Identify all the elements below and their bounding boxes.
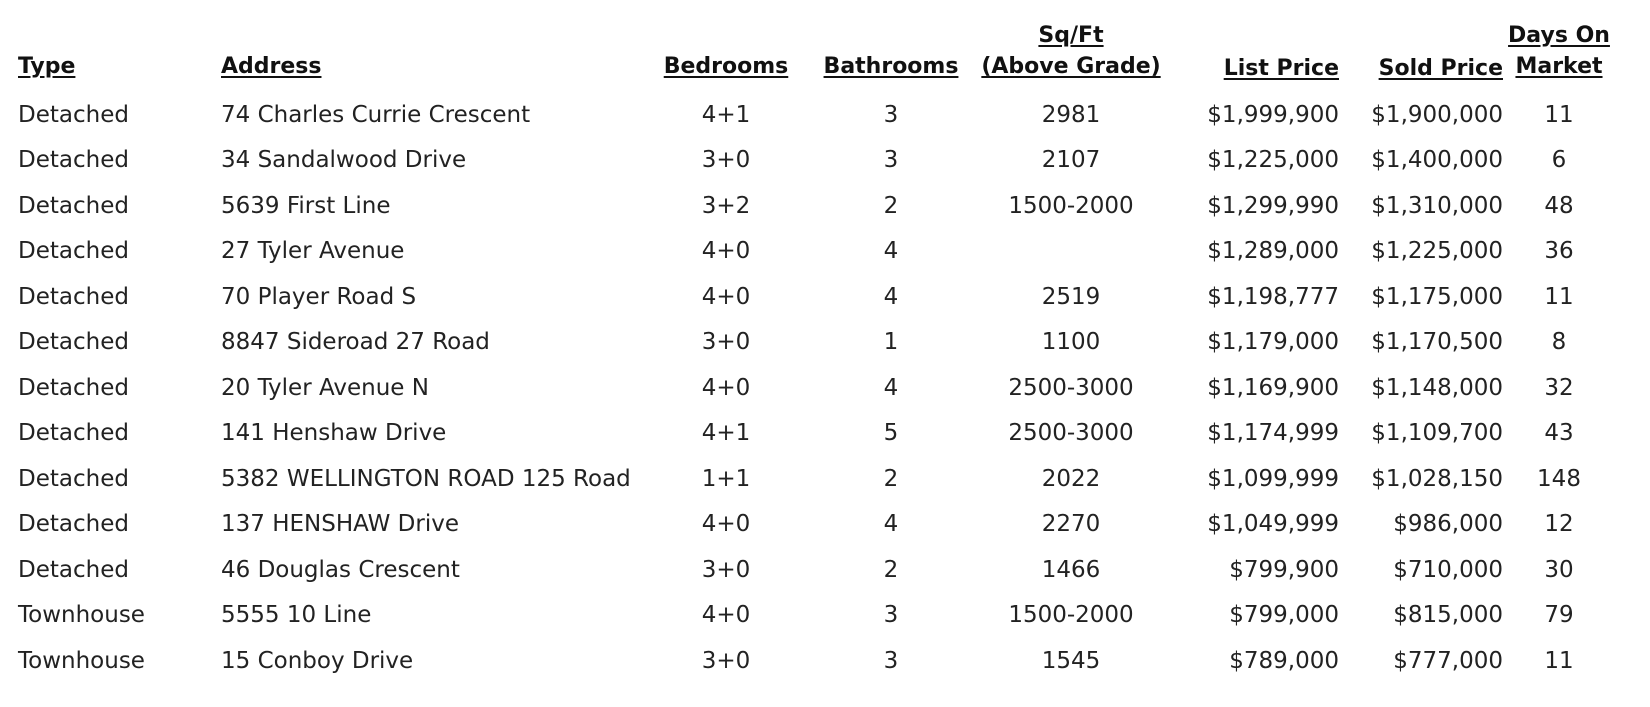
cell-type: Detached	[18, 238, 129, 265]
header-days-on-market	[1503, 0, 1615, 86]
cell-bathrooms: 4	[883, 374, 899, 401]
cell-bedrooms: 3+0	[701, 147, 751, 174]
table-row	[0, 547, 1615, 593]
header-list-price: List Price	[1223, 56, 1339, 81]
cell-sold-price: $815,000	[1393, 602, 1503, 629]
cell-list-price: $1,169,900	[1207, 374, 1339, 401]
cell-sqft: 2500-3000	[1008, 374, 1134, 401]
cell-bedrooms: 4+1	[701, 420, 751, 447]
table-header	[0, 0, 1615, 86]
cell-list-price: $799,000	[1229, 602, 1339, 629]
cell-days-on-market: 48	[1544, 192, 1574, 219]
table-row	[0, 411, 1615, 457]
cell-days-on-market: 30	[1544, 556, 1574, 583]
cell-bathrooms: 4	[883, 511, 899, 538]
cell-type: Detached	[18, 420, 129, 447]
cell-bathrooms: 3	[883, 147, 899, 174]
cell-days-on-market: 12	[1544, 511, 1574, 538]
table-row	[0, 638, 1615, 684]
cell-type: Detached	[18, 465, 129, 492]
cell-type: Detached	[18, 374, 129, 401]
cell-bedrooms: 4+1	[701, 101, 751, 128]
cell-bathrooms: 2	[883, 556, 899, 583]
table-row	[0, 229, 1615, 275]
table-row	[0, 502, 1615, 548]
cell-list-price: $1,289,000	[1207, 238, 1339, 265]
cell-list-price: $1,049,999	[1207, 511, 1339, 538]
cell-days-on-market: 11	[1544, 283, 1574, 310]
cell-address: 15 Conboy Drive	[221, 647, 414, 674]
cell-list-price: $1,174,999	[1207, 420, 1339, 447]
cell-list-price: $1,299,990	[1207, 192, 1339, 219]
cell-address: 5639 First Line	[221, 192, 391, 219]
cell-sold-price: $1,175,000	[1371, 283, 1503, 310]
cell-days-on-market: 8	[1551, 329, 1567, 356]
cell-bedrooms: 4+0	[701, 511, 751, 538]
cell-bathrooms: 1	[883, 329, 899, 356]
cell-bathrooms: 5	[883, 420, 899, 447]
table-row	[0, 183, 1615, 229]
cell-bathrooms: 4	[883, 283, 899, 310]
header-address: Address	[221, 54, 322, 79]
cell-days-on-market: 36	[1544, 238, 1574, 265]
header-row	[0, 0, 1615, 86]
cell-sqft: 1500-2000	[1008, 192, 1134, 219]
cell-sold-price: $1,109,700	[1371, 420, 1503, 447]
cell-days-on-market: 11	[1544, 101, 1574, 128]
cell-sqft: 2519	[1041, 283, 1101, 310]
cell-list-price: $1,198,777	[1207, 283, 1339, 310]
cell-sold-price: $986,000	[1393, 511, 1503, 538]
cell-list-price: $789,000	[1229, 647, 1339, 674]
cell-days-on-market: 32	[1544, 374, 1574, 401]
cell-bedrooms: 4+0	[701, 238, 751, 265]
cell-type: Detached	[18, 147, 129, 174]
cell-list-price: $1,179,000	[1207, 329, 1339, 356]
cell-sold-price: $1,225,000	[1371, 238, 1503, 265]
table-row	[0, 320, 1615, 366]
header-sqft	[971, 0, 1171, 86]
cell-days-on-market: 43	[1544, 420, 1574, 447]
cell-sqft: 1500-2000	[1008, 602, 1134, 629]
cell-sold-price: $1,400,000	[1371, 147, 1503, 174]
cell-sqft: 2022	[1041, 465, 1101, 492]
cell-sold-price: $1,028,150	[1371, 465, 1503, 492]
cell-list-price: $1,999,900	[1207, 101, 1339, 128]
cell-days-on-market: 6	[1551, 147, 1567, 174]
cell-sold-price: $1,310,000	[1371, 192, 1503, 219]
cell-bedrooms: 4+0	[701, 602, 751, 629]
cell-address: 46 Douglas Crescent	[221, 556, 460, 583]
cell-bathrooms: 3	[883, 602, 899, 629]
cell-type: Townhouse	[18, 602, 145, 629]
table-row	[0, 593, 1615, 639]
header-sqft-line1: Sq/Ft	[1038, 23, 1104, 48]
cell-sqft: 1100	[1041, 329, 1101, 356]
cell-days-on-market: 148	[1537, 465, 1581, 492]
cell-type: Detached	[18, 283, 129, 310]
header-sqft-line2: (Above Grade)	[981, 54, 1161, 79]
header-dom-line1: Days On	[1508, 23, 1610, 48]
table-row	[0, 86, 1615, 138]
header-type: Type	[18, 54, 76, 79]
cell-sqft: 2270	[1041, 511, 1101, 538]
header-bedrooms: Bedrooms	[663, 54, 789, 79]
cell-bathrooms: 2	[883, 465, 899, 492]
cell-sold-price: $1,170,500	[1371, 329, 1503, 356]
cell-list-price: $1,225,000	[1207, 147, 1339, 174]
cell-address: 8847 Sideroad 27 Road	[221, 329, 490, 356]
cell-type: Detached	[18, 329, 129, 356]
table-row	[0, 456, 1615, 502]
table-body	[0, 86, 1615, 684]
table-row	[0, 274, 1615, 320]
cell-address: 34 Sandalwood Drive	[221, 147, 467, 174]
cell-bedrooms: 3+0	[701, 647, 751, 674]
cell-type: Detached	[18, 192, 129, 219]
cell-sqft	[971, 229, 1171, 275]
cell-address: 74 Charles Currie Crescent	[221, 101, 531, 128]
cell-days-on-market: 79	[1544, 602, 1574, 629]
cell-sqft: 1545	[1041, 647, 1101, 674]
cell-sold-price: $1,900,000	[1371, 101, 1503, 128]
cell-address: 20 Tyler Avenue N	[221, 374, 429, 401]
cell-sqft: 2981	[1041, 101, 1101, 128]
cell-bathrooms: 2	[883, 192, 899, 219]
cell-days-on-market: 11	[1544, 647, 1574, 674]
cell-bedrooms: 3+2	[701, 192, 751, 219]
cell-bathrooms: 3	[883, 647, 899, 674]
cell-type: Detached	[18, 556, 129, 583]
cell-sqft: 2500-3000	[1008, 420, 1134, 447]
header-dom-line2: Market	[1515, 54, 1603, 79]
cell-bedrooms: 3+0	[701, 556, 751, 583]
table-row	[0, 365, 1615, 411]
cell-type: Townhouse	[18, 647, 145, 674]
cell-address: 137 HENSHAW Drive	[221, 511, 459, 538]
cell-type: Detached	[18, 511, 129, 538]
cell-address: 70 Player Road S	[221, 283, 417, 310]
cell-bathrooms: 4	[883, 238, 899, 265]
cell-type: Detached	[18, 101, 129, 128]
cell-bedrooms: 4+0	[701, 283, 751, 310]
cell-bedrooms: 4+0	[701, 374, 751, 401]
cell-list-price: $799,900	[1229, 556, 1339, 583]
header-sold-price: Sold Price	[1378, 56, 1503, 81]
header-bathrooms: Bathrooms	[823, 54, 959, 79]
cell-bathrooms: 3	[883, 101, 899, 128]
cell-address: 141 Henshaw Drive	[221, 420, 447, 447]
cell-list-price: $1,099,999	[1207, 465, 1339, 492]
cell-sqft: 2107	[1041, 147, 1101, 174]
cell-sqft: 1466	[1041, 556, 1101, 583]
cell-bedrooms: 3+0	[701, 329, 751, 356]
cell-address: 27 Tyler Avenue	[221, 238, 405, 265]
cell-bedrooms: 1+1	[701, 465, 751, 492]
cell-sold-price: $1,148,000	[1371, 374, 1503, 401]
cell-sold-price: $710,000	[1393, 556, 1503, 583]
cell-address: 5382 WELLINGTON ROAD 125 Road	[221, 465, 631, 492]
cell-address: 5555 10 Line	[221, 602, 372, 629]
cell-sold-price: $777,000	[1393, 647, 1503, 674]
table-row	[0, 138, 1615, 184]
